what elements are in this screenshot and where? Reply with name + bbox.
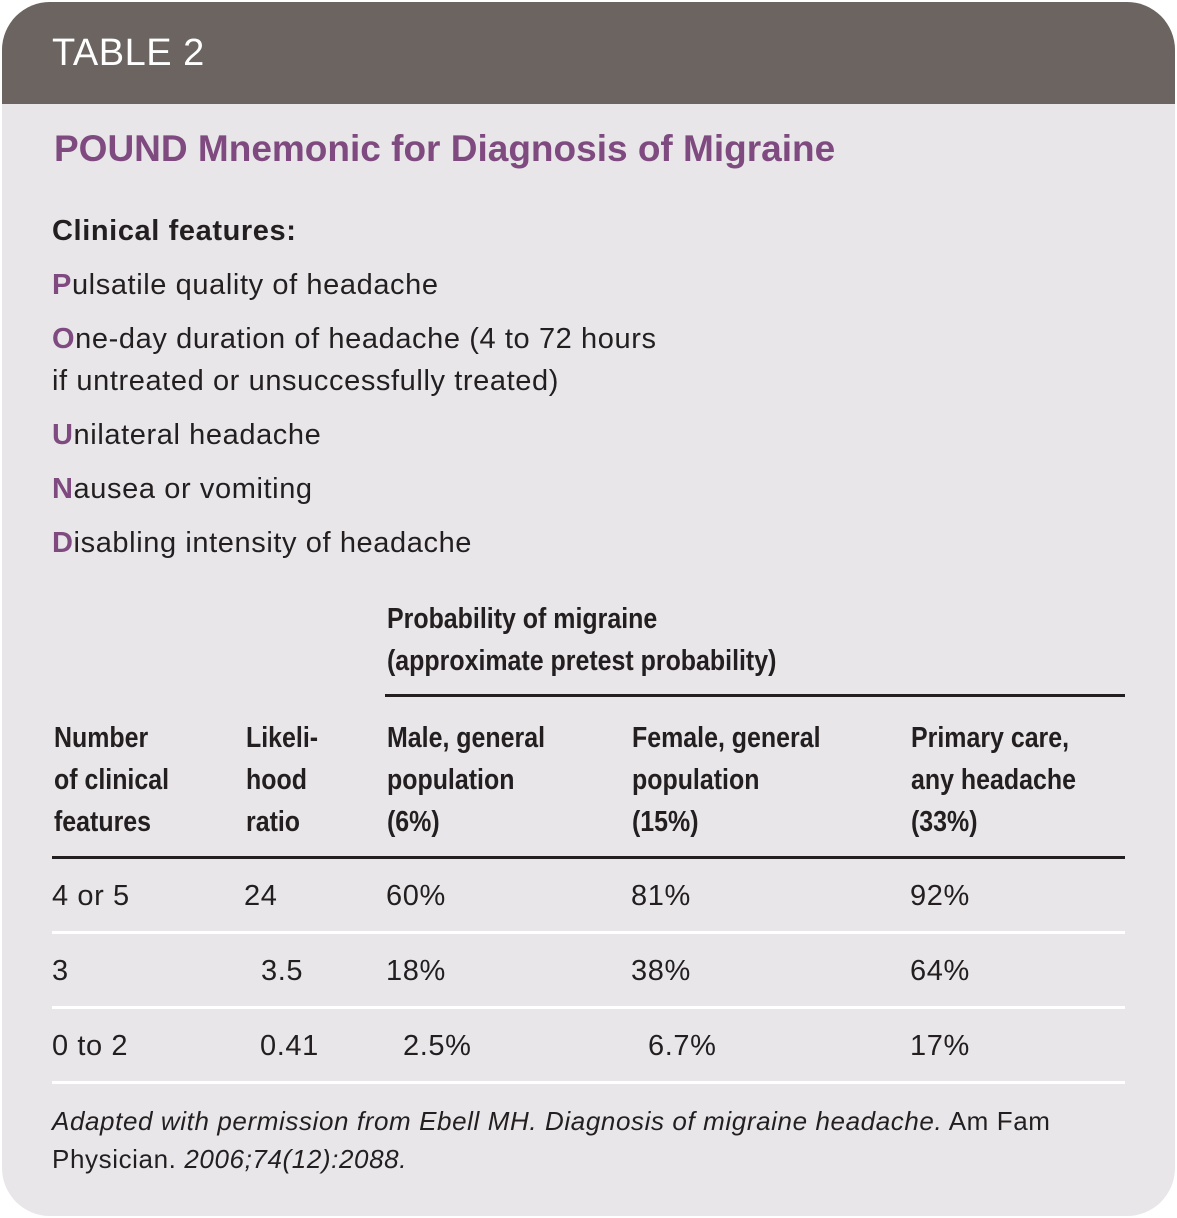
group-header-line: (approximate pretest probability) (387, 645, 777, 677)
group-header-line: Probability of migraine (387, 603, 658, 635)
group-header (387, 598, 776, 682)
table-label: TABLE 2 (52, 32, 205, 74)
feature-item (52, 318, 657, 402)
table-cell: 92% (910, 880, 970, 912)
table-cell: 0.41 (260, 1030, 319, 1062)
feature-item (52, 468, 313, 510)
group-rule (385, 694, 1125, 697)
feature-text: nilateral headache (73, 419, 322, 451)
table-cell: 60% (386, 880, 446, 912)
table-title: POUND Mnemonic for Diagnosis of Migraine (54, 128, 836, 169)
features-heading: Clinical features: (52, 215, 297, 247)
table-cell: 2.5% (403, 1030, 472, 1062)
table-cell: 0 to 2 (52, 1030, 129, 1062)
footnote-reference: 2006;74(12):2088. (184, 1144, 408, 1174)
table-cell: 6.7% (648, 1030, 717, 1062)
feature-text: ausea or vomiting (73, 473, 313, 505)
feature-item (52, 414, 321, 456)
row-divider (52, 931, 1125, 934)
table-cell: 4 or 5 (52, 880, 130, 912)
column-header: Number of clinical features (54, 722, 170, 838)
mnemonic-letter: O (52, 323, 76, 355)
footnote (52, 1102, 1132, 1178)
column-header: Male, general population (6%) (387, 722, 546, 838)
feature-text: isabling intensity of headache (73, 527, 473, 559)
table-cell: 38% (631, 955, 691, 987)
table-cell: 24 (244, 880, 278, 912)
feature-text: if untreated or unsuccessfully treated) (52, 365, 559, 397)
feature-text: ulsatile quality of headache (71, 269, 439, 301)
table-cell: 64% (910, 955, 970, 987)
table-cell: 17% (910, 1030, 970, 1062)
table-card (2, 2, 1175, 1216)
feature-item (52, 264, 439, 306)
table-cell: 81% (631, 880, 691, 912)
footnote-citation: Adapted with permission from Ebell MH. Diagnosis of migraine headache. (52, 1106, 943, 1136)
feature-text: ne-day duration of headache (4 to 72 hours (75, 323, 657, 355)
feature-item (52, 522, 472, 564)
table-cell: 18% (386, 955, 446, 987)
mnemonic-letter: D (52, 527, 74, 559)
row-divider (52, 1081, 1125, 1084)
row-divider (52, 1006, 1125, 1009)
mnemonic-letter: U (52, 419, 74, 451)
column-header: Likeli- hood ratio (246, 722, 319, 838)
column-header: Primary care, any headache (33%) (911, 722, 1076, 838)
mnemonic-letter: N (52, 473, 74, 505)
table-cell: 3.5 (261, 955, 304, 987)
table-cell: 3 (52, 955, 69, 987)
column-header: Female, general population (15%) (632, 722, 821, 838)
mnemonic-letter: P (52, 269, 72, 301)
header-rule (52, 856, 1125, 859)
footnote-journal: Am Fam Physician. (52, 1106, 1051, 1174)
header-band (2, 2, 1175, 104)
